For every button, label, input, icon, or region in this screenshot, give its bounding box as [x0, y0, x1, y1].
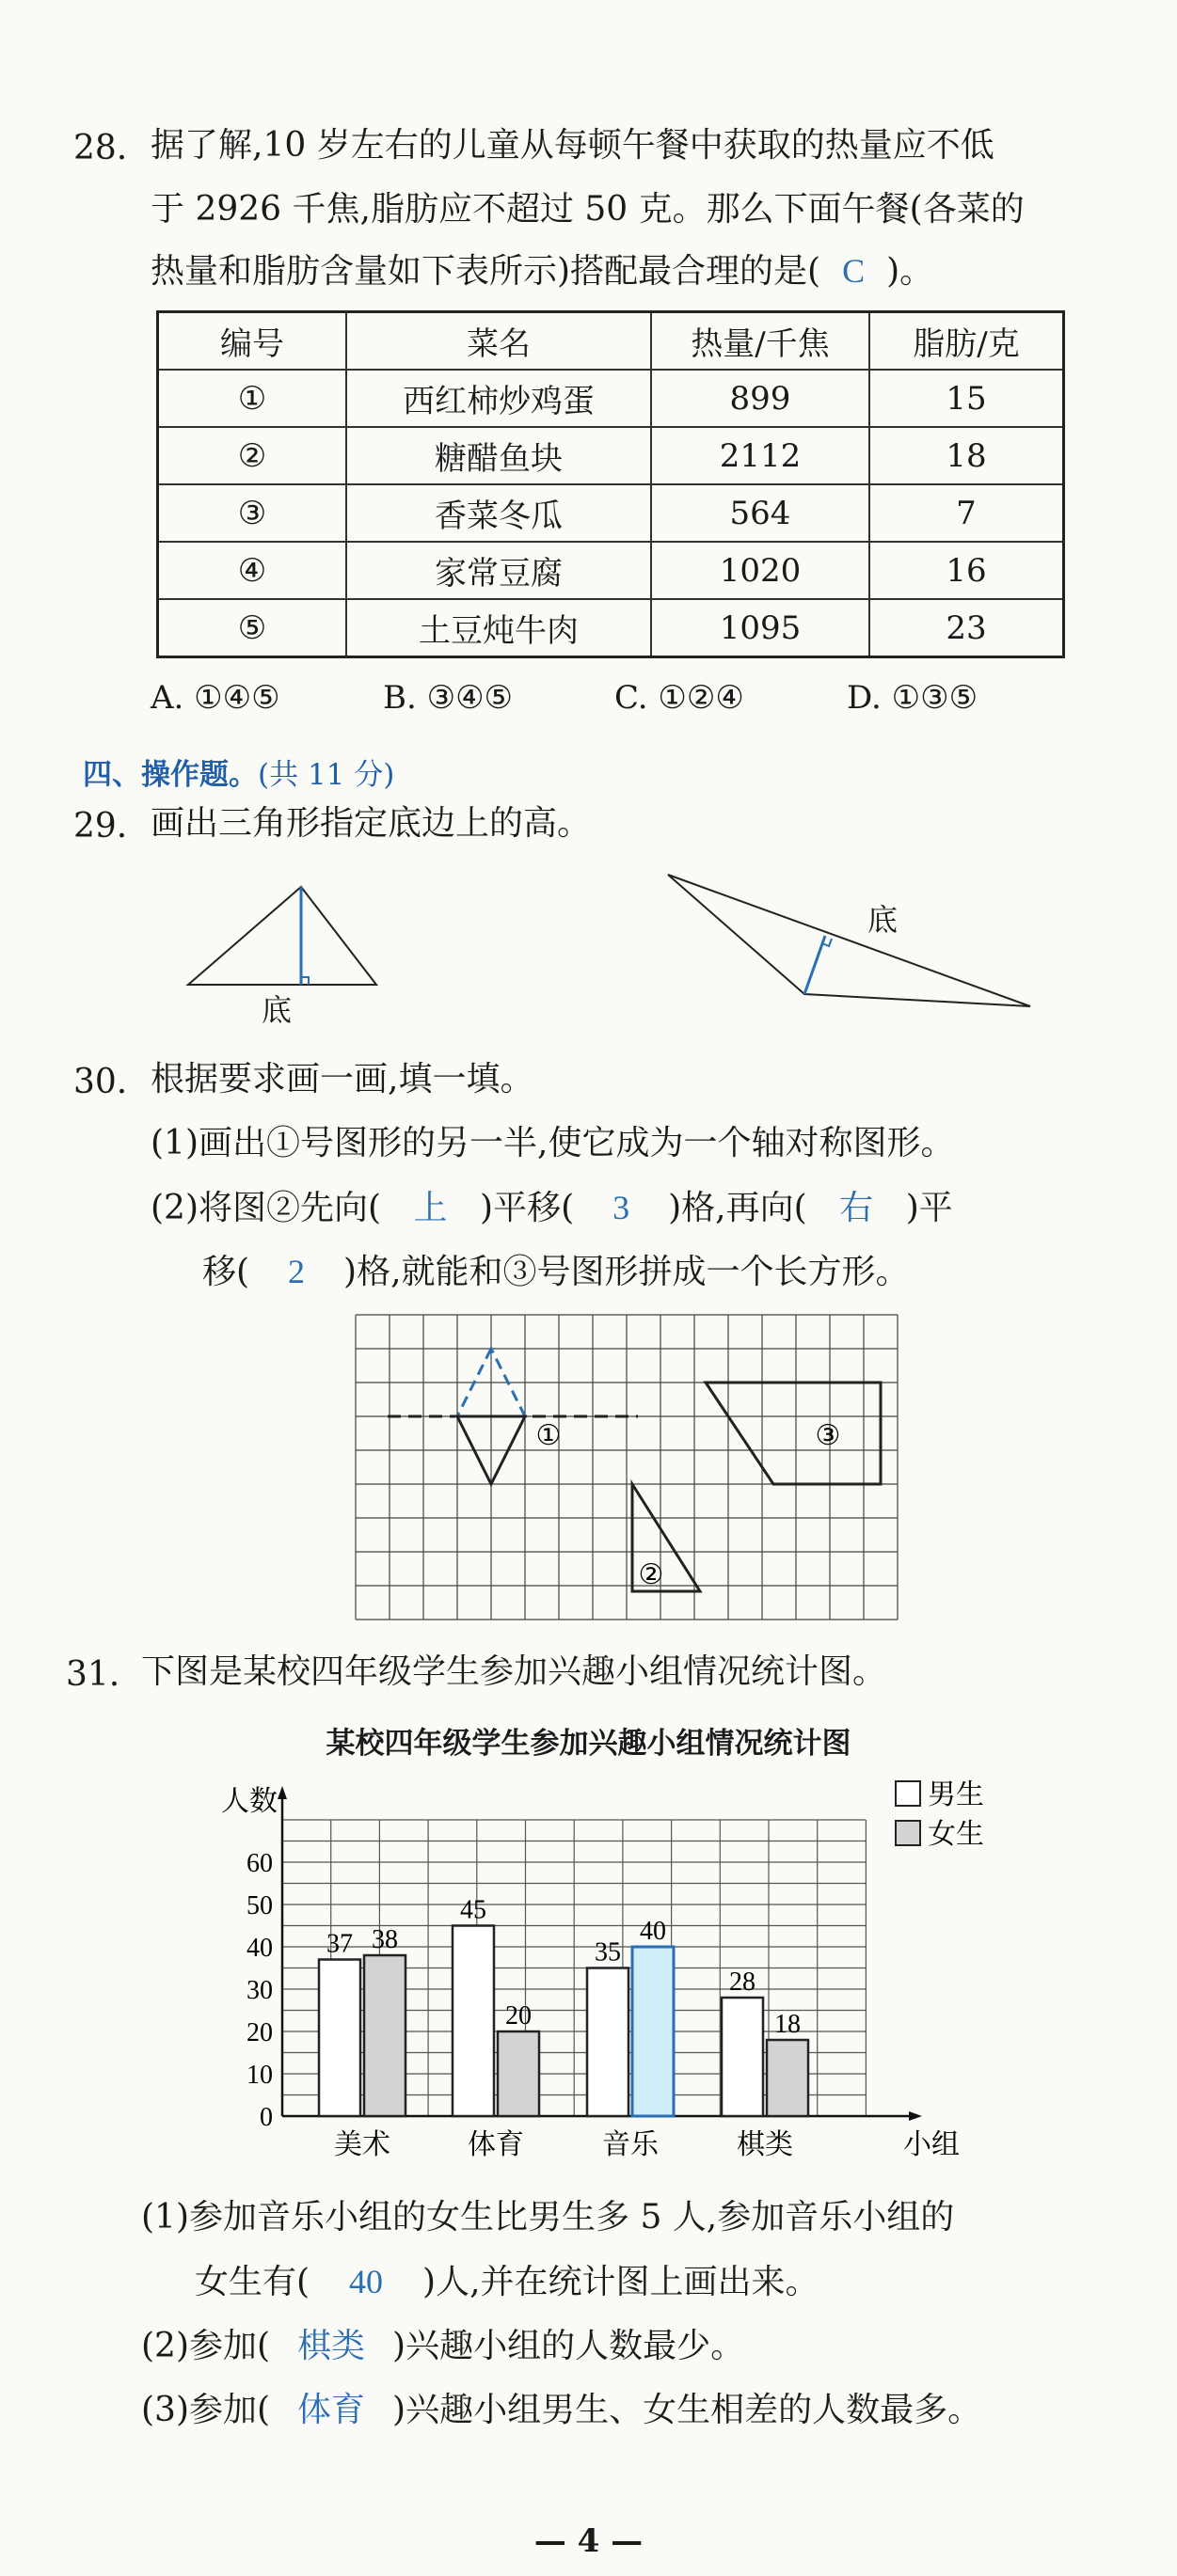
section-title: 四、操作题。 [83, 758, 258, 792]
option-d[interactable]: D. ①③⑤ [847, 679, 978, 717]
chart-legend [896, 1778, 984, 1851]
q28-line3-post: )。 [886, 252, 934, 291]
table-cell: 糖醋鱼块 [346, 427, 651, 484]
table-cell: 2112 [651, 427, 869, 484]
table-header: 脂肪/克 [869, 312, 1064, 371]
table-row [158, 370, 1064, 427]
table-cell: ② [158, 427, 347, 484]
table-cell: 1095 [651, 599, 869, 657]
data-label: 37 [326, 1929, 353, 1959]
option-a[interactable]: A. ①④⑤ [151, 679, 280, 717]
data-label: 38 [372, 1925, 398, 1954]
q31-part1-b: 女生有( [195, 2263, 310, 2301]
q29-triangle-right [663, 870, 1040, 1020]
data-label: 28 [729, 1968, 756, 1997]
q30-answer-steps1[interactable]: 3 [612, 1189, 630, 1226]
q30-text: 根据要求画一画,填一填。 [151, 1060, 534, 1098]
q31-answer3[interactable]: 体育 [297, 2391, 366, 2428]
category-label: 棋类 [737, 2128, 793, 2161]
table-cell: ③ [158, 484, 347, 542]
q28-line1: 据了解,10 岁左右的儿童从每顿午餐中获取的热量应不低 [151, 126, 994, 165]
y-tick-label: 30 [247, 1976, 273, 2005]
data-label: 18 [774, 2010, 801, 2039]
grid-lines [356, 1315, 898, 1620]
q30-part2-c: )格,再向( [668, 1189, 807, 1227]
height-line-right [804, 936, 825, 994]
y-axis-arrow [278, 1786, 287, 1799]
legend-label: 男生 [928, 1778, 984, 1811]
table-header: 菜名 [346, 312, 651, 371]
y-tick-label: 50 [247, 1891, 273, 1920]
bar-female [632, 1947, 674, 2116]
table-cell: 7 [869, 484, 1064, 542]
data-label: 20 [505, 2001, 532, 2031]
q31-part3 [141, 2393, 981, 2427]
q31-part3-a: (3)参加( [141, 2391, 271, 2429]
bar-male [722, 1998, 763, 2116]
data-label: 40 [640, 1917, 666, 1946]
bar-female [364, 1955, 406, 2116]
q30-number: 30. [73, 1063, 128, 1101]
table-cell: 18 [869, 427, 1064, 484]
category-label: 体育 [468, 2128, 524, 2161]
table-cell: 土豆炖牛肉 [346, 599, 651, 657]
table-row [158, 427, 1064, 484]
chart-title: 某校四年级学生参加兴趣小组情况统计图 [326, 1727, 851, 1761]
q28-line3 [151, 254, 933, 289]
section-points: (共 11 分) [258, 758, 395, 792]
q31-part2-a: (2)参加( [141, 2327, 271, 2365]
q31-part2 [141, 2329, 744, 2363]
data-label: 35 [595, 1937, 621, 1968]
table-row [158, 484, 1064, 542]
shape1-label: ① [535, 1419, 562, 1452]
table-cell: 899 [651, 370, 869, 427]
q30-part2-f: )格,就能和③号图形拼成一个长方形。 [343, 1253, 910, 1291]
category-label: 美术 [334, 2128, 390, 2161]
q30-part2-b: )平移( [480, 1189, 575, 1227]
q30-part2-e: 移( [202, 1253, 250, 1291]
y-tick-label: 40 [247, 1934, 273, 1963]
dish-table [156, 310, 1065, 658]
table-header: 热量/千焦 [651, 312, 869, 371]
q31-answer2[interactable]: 棋类 [297, 2327, 366, 2364]
table-header-row [158, 312, 1064, 371]
q30-answer-steps2[interactable]: 2 [288, 1253, 306, 1290]
q30-answer-direction2[interactable]: 右 [839, 1189, 874, 1226]
bar-chart [188, 1768, 1129, 2182]
bar-female [498, 2031, 539, 2116]
shape2-label: ② [638, 1558, 664, 1591]
data-label: 45 [460, 1895, 486, 1925]
table-cell: 1020 [651, 542, 869, 599]
table-cell: 香菜冬瓜 [346, 484, 651, 542]
triangle-left-outline [188, 887, 376, 985]
table-cell: ④ [158, 542, 347, 599]
q31-part1-line2 [195, 2265, 819, 2299]
q29-label-right: 底 [867, 902, 899, 938]
table-row [158, 542, 1064, 599]
category-label: 音乐 [602, 2128, 659, 2161]
q30-part2-d: )平 [905, 1189, 953, 1227]
legend-swatch [896, 1781, 920, 1806]
y-tick-label: 0 [260, 2103, 273, 2132]
option-b[interactable]: B. ③④⑤ [383, 679, 514, 717]
table-cell: 15 [869, 370, 1064, 427]
table-row [158, 599, 1064, 657]
y-tick-label: 20 [247, 2018, 273, 2047]
q31-part1-c: )人,并在统计图上画出来。 [422, 2263, 819, 2301]
q28-number: 28. [73, 129, 128, 167]
q29-number: 29. [73, 807, 128, 845]
q31-part2-b: )兴趣小组的人数最少。 [392, 2327, 745, 2365]
page-number: — 4 — [533, 2522, 644, 2560]
q29-text: 画出三角形指定底边上的高。 [151, 804, 592, 843]
option-c[interactable]: C. ①②④ [614, 679, 744, 717]
q30-grid-figure [348, 1305, 922, 1625]
q29-label-left: 底 [262, 992, 293, 1028]
table-cell: 西红柿炒鸡蛋 [346, 370, 651, 427]
bar-male [453, 1926, 494, 2117]
table-cell: 16 [869, 542, 1064, 599]
legend-swatch [896, 1821, 920, 1845]
table-cell: 23 [869, 599, 1064, 657]
q30-part1: (1)画出①号图形的另一半,使它成为一个轴对称图形。 [151, 1124, 955, 1162]
q30-answer-direction1[interactable]: 上 [413, 1189, 448, 1226]
x-axis-title: 小组 [903, 2128, 960, 2161]
table-cell: 564 [651, 484, 869, 542]
triangle-right-outline [668, 875, 1030, 1006]
table-cell: ① [158, 370, 347, 427]
shape3 [706, 1383, 881, 1484]
q31-part1-line1: (1)参加音乐小组的女生比男生多 5 人,参加音乐小组的 [141, 2198, 955, 2236]
table-cell: ⑤ [158, 599, 347, 657]
table-cell: 家常豆腐 [346, 542, 651, 599]
section-heading [83, 751, 394, 793]
y-tick-label: 10 [247, 2061, 273, 2090]
q29-triangle-left [183, 884, 409, 997]
q30-part2-a: (2)将图②先向( [151, 1189, 382, 1227]
y-axis-title: 人数 [221, 1785, 278, 1818]
q28-line2: 于 2926 千焦,脂肪应不超过 50 克。那么下面午餐(各菜的 [151, 190, 1025, 229]
bar-male [319, 1960, 360, 2117]
q31-number: 31. [66, 1655, 120, 1694]
y-tick-label: 60 [247, 1849, 273, 1878]
q31-answer1[interactable]: 40 [349, 2263, 384, 2300]
q28-answer[interactable]: C [842, 252, 866, 290]
q31-part3-b: )兴趣小组男生、女生相差的人数最多。 [392, 2391, 982, 2429]
table-header: 编号 [158, 312, 347, 371]
q30-part2-line1 [151, 1191, 953, 1225]
bar-male [587, 1968, 628, 2117]
bar-female [767, 2040, 808, 2116]
legend-label: 女生 [928, 1818, 984, 1851]
q28-line3-pre: 热量和脂肪含量如下表所示)搭配最合理的是( [151, 252, 821, 291]
x-axis-arrow [909, 2111, 922, 2121]
shape3-label: ③ [815, 1419, 841, 1452]
q30-part2-line2 [202, 1255, 910, 1289]
q31-text: 下图是某校四年级学生参加兴趣小组情况统计图。 [141, 1652, 887, 1691]
